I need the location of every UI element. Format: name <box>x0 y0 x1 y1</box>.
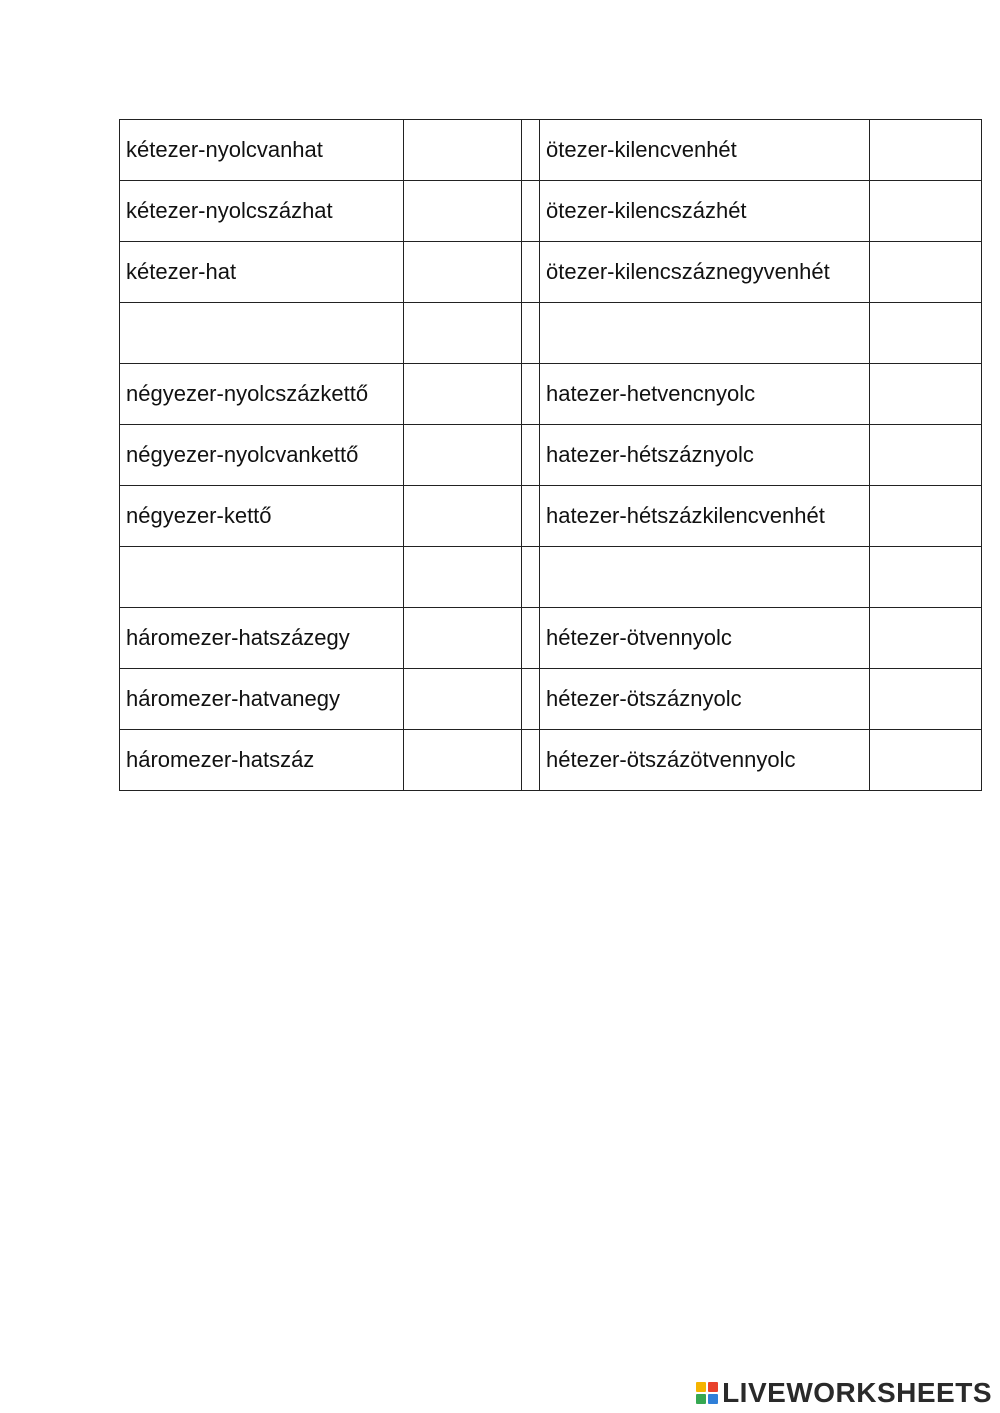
answer-cell-left[interactable] <box>404 730 522 791</box>
answer-input-left[interactable] <box>404 425 521 485</box>
brand-name: LIVEWORKSHEETS <box>722 1377 992 1408</box>
table-row <box>120 730 982 791</box>
table-row <box>120 120 982 181</box>
answer-input-right[interactable] <box>870 608 981 668</box>
logo-square-3 <box>696 1394 706 1404</box>
answer-input-right[interactable] <box>870 669 981 729</box>
answer-cell-left[interactable] <box>404 242 522 303</box>
answer-input-right[interactable] <box>870 181 981 241</box>
answer-cell-right[interactable] <box>870 425 982 486</box>
answer-input-left[interactable] <box>404 486 521 546</box>
number-word-right: ötezer-kilencvenhét <box>540 120 870 181</box>
answer-cell-left[interactable] <box>404 547 522 608</box>
gap-cell <box>522 303 540 364</box>
answer-input-left[interactable] <box>404 181 521 241</box>
answer-cell-right[interactable] <box>870 242 982 303</box>
answer-cell-right[interactable] <box>870 303 982 364</box>
logo-square-2 <box>708 1382 718 1392</box>
number-word-left: háromezer-hatszáz <box>120 730 404 791</box>
number-word-right: hatezer-hétszáznyolc <box>540 425 870 486</box>
answer-cell-left[interactable] <box>404 120 522 181</box>
table-body <box>120 120 982 791</box>
answer-cell-right[interactable] <box>870 486 982 547</box>
number-word-left: kétezer-nyolcvanhat <box>120 120 404 181</box>
logo-square-1 <box>696 1382 706 1392</box>
table-row <box>120 181 982 242</box>
number-word-right <box>540 303 870 364</box>
answer-cell-right[interactable] <box>870 730 982 791</box>
worksheet-table <box>119 119 982 791</box>
table-row <box>120 425 982 486</box>
answer-input-right[interactable] <box>870 242 981 302</box>
table-row <box>120 242 982 303</box>
answer-input-left[interactable] <box>404 669 521 729</box>
number-word-left: négyezer-kettő <box>120 486 404 547</box>
answer-input-left[interactable] <box>404 547 521 607</box>
number-word-right: hétezer-ötszáznyolc <box>540 669 870 730</box>
table-row <box>120 303 982 364</box>
number-word-left: négyezer-nyolcszázkettő <box>120 364 404 425</box>
answer-input-right[interactable] <box>870 486 981 546</box>
gap-cell <box>522 608 540 669</box>
gap-cell <box>522 425 540 486</box>
answer-input-left[interactable] <box>404 242 521 302</box>
number-word-left: háromezer-hatszázegy <box>120 608 404 669</box>
answer-cell-right[interactable] <box>870 120 982 181</box>
answer-cell-right[interactable] <box>870 547 982 608</box>
answer-input-right[interactable] <box>870 730 981 790</box>
number-word-right: ötezer-kilencszáznegyvenhét <box>540 242 870 303</box>
gap-cell <box>522 181 540 242</box>
gap-cell <box>522 242 540 303</box>
number-word-left <box>120 303 404 364</box>
table-row <box>120 608 982 669</box>
number-word-right <box>540 547 870 608</box>
number-word-left: kétezer-hat <box>120 242 404 303</box>
answer-cell-left[interactable] <box>404 669 522 730</box>
answer-cell-right[interactable] <box>870 669 982 730</box>
number-word-right: hatezer-hétszázkilencvenhét <box>540 486 870 547</box>
answer-input-right[interactable] <box>870 364 981 424</box>
answer-cell-right[interactable] <box>870 364 982 425</box>
logo-square-4 <box>708 1394 718 1404</box>
gap-cell <box>522 730 540 791</box>
gap-cell <box>522 486 540 547</box>
number-word-right: hétezer-ötszázötvennyolc <box>540 730 870 791</box>
answer-cell-left[interactable] <box>404 425 522 486</box>
answer-input-right[interactable] <box>870 547 981 607</box>
liveworksheets-brand <box>696 1377 992 1409</box>
answer-input-right[interactable] <box>870 425 981 485</box>
number-word-left: háromezer-hatvanegy <box>120 669 404 730</box>
number-word-right: hatezer-hetvencnyolc <box>540 364 870 425</box>
answer-cell-left[interactable] <box>404 303 522 364</box>
table-row <box>120 669 982 730</box>
answer-cell-left[interactable] <box>404 181 522 242</box>
answer-cell-left[interactable] <box>404 364 522 425</box>
table-row <box>120 486 982 547</box>
answer-input-right[interactable] <box>870 303 981 363</box>
answer-input-left[interactable] <box>404 120 521 180</box>
gap-cell <box>522 120 540 181</box>
answer-cell-right[interactable] <box>870 181 982 242</box>
answer-cell-left[interactable] <box>404 608 522 669</box>
answer-cell-right[interactable] <box>870 608 982 669</box>
answer-input-left[interactable] <box>404 364 521 424</box>
number-word-left: kétezer-nyolcszázhat <box>120 181 404 242</box>
number-word-right: ötezer-kilencszázhét <box>540 181 870 242</box>
table-row <box>120 547 982 608</box>
number-word-right: hétezer-ötvennyolc <box>540 608 870 669</box>
answer-input-right[interactable] <box>870 120 981 180</box>
number-word-left <box>120 547 404 608</box>
gap-cell <box>522 669 540 730</box>
table-row <box>120 364 982 425</box>
gap-cell <box>522 547 540 608</box>
answer-input-left[interactable] <box>404 303 521 363</box>
answer-input-left[interactable] <box>404 730 521 790</box>
answer-cell-left[interactable] <box>404 486 522 547</box>
answer-input-left[interactable] <box>404 608 521 668</box>
gap-cell <box>522 364 540 425</box>
number-word-left: négyezer-nyolcvankettő <box>120 425 404 486</box>
liveworksheets-logo-icon <box>696 1382 718 1404</box>
